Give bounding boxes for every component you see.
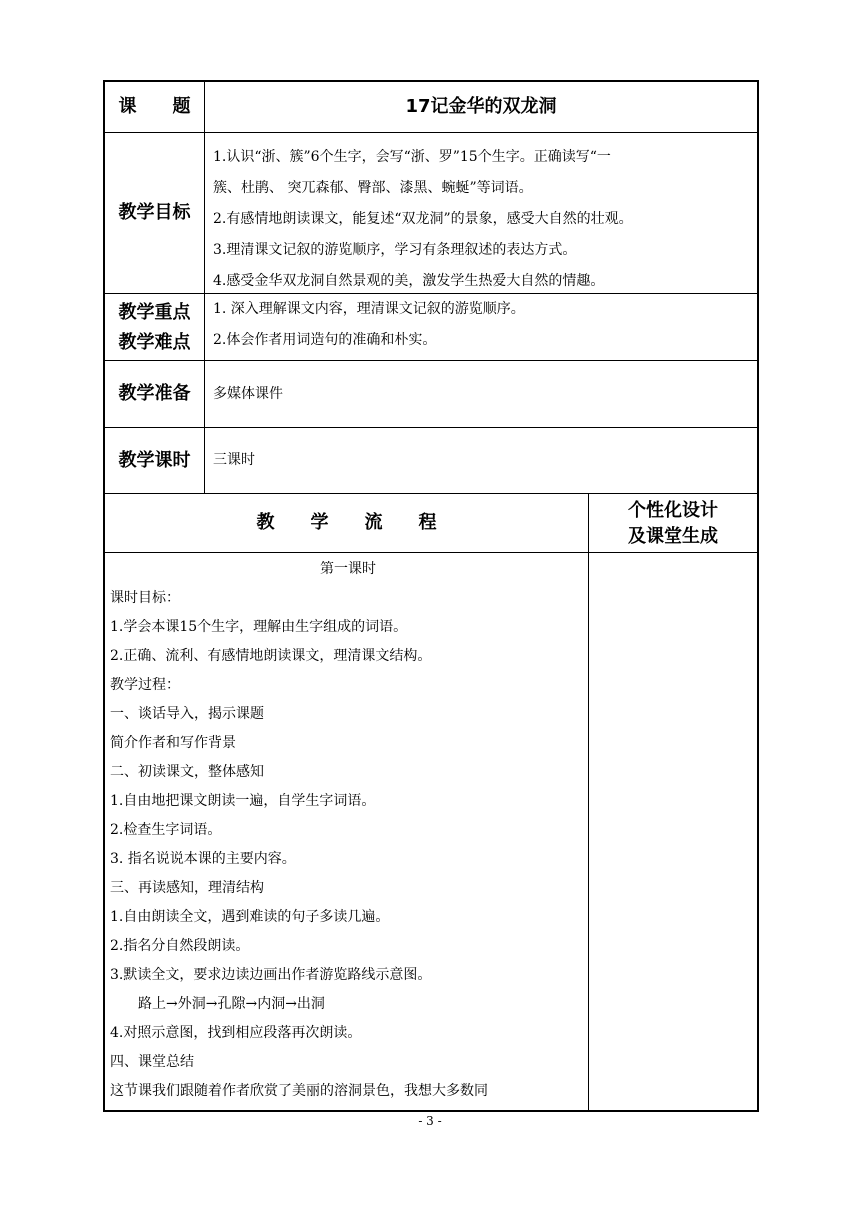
- session-heading: 第一课时: [320, 561, 376, 577]
- objectives-label: 教学目标: [118, 202, 191, 223]
- process-line: 一、谈话导入，揭示课题: [110, 706, 264, 722]
- key-point-line: 2.体会作者用词造句的准确和朴实。: [213, 332, 437, 348]
- process-line: 三、再读感知，理清结构: [110, 880, 264, 896]
- preparation-value: 多媒体课件: [213, 386, 283, 402]
- process-line: 1.自由朗读全文，遇到难读的句子多读几遍。: [110, 909, 390, 925]
- key-difficult-label: [105, 298, 204, 358]
- process-line: 二、初读课文，整体感知: [110, 764, 264, 780]
- process-line: 2.指名分自然段朗读。: [110, 938, 250, 954]
- process-body: [110, 554, 586, 1106]
- objective-line: 簇、杜鹃、 突兀森郁、臀部、漆黑、蜿蜒”等词语。: [213, 180, 533, 196]
- process-line: 教学过程：: [110, 677, 180, 693]
- lesson-title: 17记金华的双龙洞: [405, 96, 557, 117]
- lesson-plan-table: [103, 80, 759, 1112]
- process-line: 2.检查生字词语。: [110, 822, 222, 838]
- key-point-line: 1. 深入理解课文内容，理清课文记叙的游览顺序。: [213, 301, 525, 317]
- personal-design-label: 个性化设计: [628, 500, 718, 521]
- process-line: 3. 指名说说本课的主要内容。: [110, 851, 296, 867]
- process-line: 这节课我们跟随着作者欣赏了美丽的溶洞景色，我想大多数同: [110, 1083, 488, 1099]
- page-number: - 3 -: [418, 1114, 442, 1128]
- objective-line: 3.理清课文记叙的游览顺序，学习有条理叙述的表达方式。: [213, 242, 577, 258]
- objective-line: 4.感受金华双龙洞自然景观的美，激发学生热爱大自然的情趣。: [213, 273, 605, 289]
- preparation-label: 教学准备: [118, 383, 191, 404]
- classroom-generation-label: 及课堂生成: [628, 526, 718, 547]
- process-line: 3.默读全文，要求边读边画出作者游览路线示意图。: [110, 967, 432, 983]
- periods-label: 教学课时: [118, 450, 191, 471]
- process-line: 1.学会本课15个生字，理解由生字组成的词语。: [110, 619, 408, 635]
- process-line: 四、课堂总结: [110, 1054, 194, 1070]
- topic-label: 课 题: [118, 96, 191, 117]
- process-header: 教 学 流 程: [256, 512, 437, 533]
- objectives-list: [213, 142, 753, 297]
- process-line: 4.对照示意图，找到相应段落再次朗读。: [110, 1025, 362, 1041]
- objective-line: 1.认识“浙、簇”6个生字，会写“浙、罗”15个生字。正确读写“一: [213, 149, 611, 165]
- personal-design-cell[interactable]: [589, 553, 757, 1110]
- process-line: 2.正确、流利、有感情地朗读课文，理清课文结构。: [110, 648, 432, 664]
- route-diagram-line: 路上→外洞→孔隙→内洞→出洞: [110, 996, 325, 1012]
- process-line: 课时目标：: [110, 590, 180, 606]
- process-line: 简介作者和写作背景: [110, 735, 236, 751]
- key-points-label: 教学重点: [118, 302, 191, 323]
- column-divider: [204, 82, 205, 493]
- process-line: 1.自由地把课文朗读一遍，自学生字词语。: [110, 793, 376, 809]
- personal-design-header: [589, 498, 757, 550]
- difficult-points-label: 教学难点: [118, 332, 191, 353]
- objective-line: 2.有感情地朗读课文，能复述“双龙洞”的景象，感受大自然的壮观。: [213, 211, 633, 227]
- key-points-list: [213, 294, 753, 356]
- periods-value: 三课时: [213, 452, 255, 468]
